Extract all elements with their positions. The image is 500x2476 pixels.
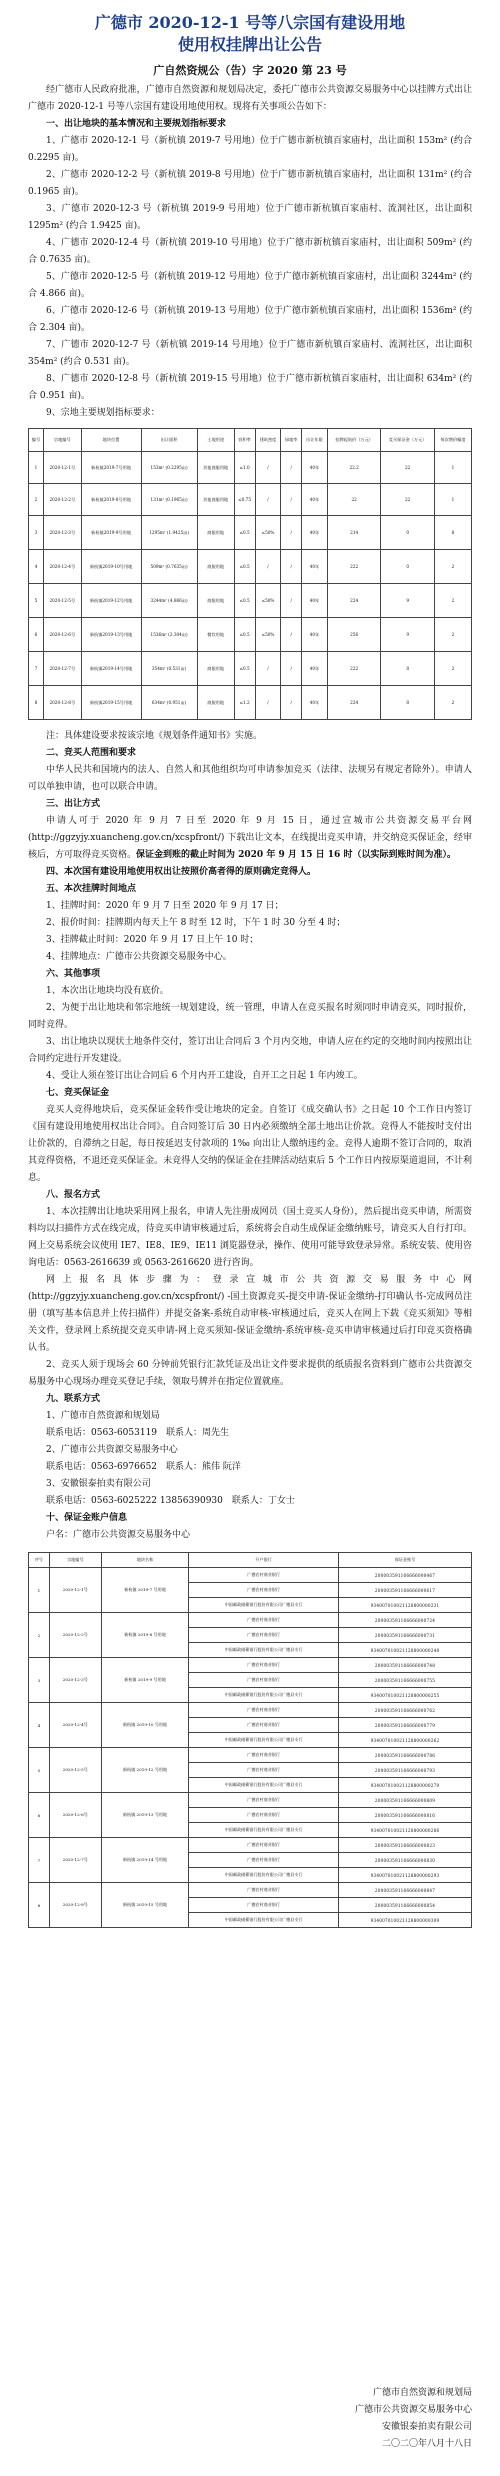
table-cell: / (255, 484, 281, 516)
table-cell: 2 (434, 686, 471, 720)
table-cell: 0 (381, 550, 435, 584)
table-cell: 1 (29, 1568, 50, 1613)
bank-name: 中国邮政储蓄银行股份有限公司广德县支行 (189, 1688, 339, 1703)
schedule-item: 1、挂牌时间：2020 年 9 月 7 日至 2020 年 9 月 17 日； (46, 901, 284, 911)
table-cell: 22 (327, 484, 381, 516)
table-cell: ≤50% (255, 618, 281, 652)
deposit-account-table (28, 1552, 472, 1928)
table-cell: 新杭镇 2019-10 号用地 (101, 1703, 188, 1748)
title-line-2: 使用权挂牌出让公告 (177, 35, 322, 54)
schedule-item: 4、挂牌地点：广德市公共资源交易服务中心。 (46, 952, 232, 962)
table-cell: 5 (29, 584, 44, 618)
table-cell: 商服用地 (197, 516, 234, 550)
account-number: 200003591166666000617 (338, 1583, 471, 1598)
bank-name: 广德农村商业银行 (189, 1568, 339, 1583)
account-number: 934007010021128800000255 (338, 1688, 471, 1703)
table-cell: 40年 (301, 484, 327, 516)
contact-list (28, 1408, 472, 1510)
column-header: 绿地率 (281, 429, 301, 452)
table-cell: 新杭镇2019-13号用地 (81, 618, 141, 652)
table-cell: 新杭镇 2019-8 号用地 (101, 1613, 188, 1658)
table-cell: 131m² (0.1965亩) (141, 484, 197, 516)
bank-name: 广德农村商业银行 (189, 1748, 339, 1763)
signoff-block (252, 2385, 472, 2453)
other-matter-item: 2、为便于出让地块和邻宗地统一规划建设，统一管理，申请人在竞买报名时须同时申请竞买，同时报价，同时竞得。 (28, 1003, 472, 1030)
planning-indicators-table (28, 428, 472, 720)
schedule-item: 2、报价时间：挂牌期内每天上午 8 时至 12 时，下午 1 时 30 分至 4 时； (46, 918, 346, 928)
table-cell: ≤0.75 (234, 484, 255, 516)
section-2-heading: 二、竞买人范围和要求 (46, 748, 137, 758)
table-cell: 1 (29, 452, 44, 484)
table-cell: 3 (29, 1658, 50, 1703)
account-number: 934007010021128800000231 (338, 1598, 471, 1613)
issuer-3: 安徽银泰拍卖有限公司 (381, 2422, 472, 2432)
issuer-2: 广德市公共资源交易服务中心 (354, 2405, 472, 2415)
table-cell: 2020-12-4号 (43, 550, 81, 584)
table-row (29, 1658, 472, 1673)
column-header: 每次增价幅度 (434, 429, 471, 452)
table-cell: 224 (327, 584, 381, 618)
column-header: 容积率 (234, 429, 255, 452)
table-cell: 新杭镇 2019-12 号用地 (101, 1748, 188, 1793)
table-cell: 40年 (301, 652, 327, 686)
table-cell: 256 (327, 618, 381, 652)
table-cell: 2 (434, 584, 471, 618)
section-3-heading: 三、出让方式 (46, 799, 101, 809)
table-cell: 新杭镇2019-12号用地 (81, 584, 141, 618)
bank-name: 广德农村商业银行 (189, 1583, 339, 1598)
column-header: 宗地编号 (43, 429, 81, 452)
table-cell: 2020-12-7号 (49, 1838, 101, 1883)
account-number: 200003591166666000793 (338, 1763, 471, 1778)
table-cell: 2020-12-3号 (49, 1658, 101, 1703)
section-1-item: 2、广德市 2020-12-2 号（新杭镇 2019-8 号用地）位于广德市新杭镇百家庙村，出让面积 131m² (约合 0.1965 亩)。 (28, 170, 472, 197)
table-cell: 6 (29, 618, 44, 652)
table-cell: 2020-12-1号 (49, 1568, 101, 1613)
section-2-text: 中华人民共和国境内的法人、自然人和其他组织均可申请参加竞买（法律、法规另有规定者除外）。申请人可以单独申请，也可以联合申请。 (28, 765, 472, 792)
table-cell: 40年 (301, 550, 327, 584)
issuer-1: 广德市自然资源和规划局 (372, 2388, 472, 2398)
table-cell: 4 (29, 550, 44, 584)
table-cell: 新杭镇 2019-13 号用地 (101, 1793, 188, 1838)
table-cell: 222 (327, 550, 381, 584)
table-cell: 1295m² (1.9425亩) (141, 516, 197, 550)
bank-name: 广德农村商业银行 (189, 1658, 339, 1673)
section-6-items (28, 983, 472, 1085)
table-cell: 2 (434, 550, 471, 584)
table-cell: 2020-12-5号 (49, 1748, 101, 1793)
table-cell: 22 (381, 452, 435, 484)
bank-name: 中国邮政储蓄银行股份有限公司广德县支行 (189, 1868, 339, 1883)
title-line-1: 广德市 2020-12-1 号等八宗国有建设用地 (94, 13, 406, 32)
table-note: 注：具体建设要求按该宗地《规划条件通知书》实施。 (46, 731, 263, 741)
table-cell: ≤1.2 (234, 686, 255, 720)
table-cell: 8 (381, 652, 435, 686)
table-cell: 其他商服用地 (197, 484, 234, 516)
table-cell: 2020-12-1号 (43, 452, 81, 484)
account-number: 934007010021128800000262 (338, 1733, 471, 1748)
section-1-item: 4、广德市 2020-12-4 号（新杭镇 2019-10 号用地）位于广德市新杭镇百家庙村，出让面积 509m² (约合 0.7635 亩)。 (28, 238, 472, 265)
table-cell: 224 (327, 686, 381, 720)
table-cell: 2020-12-6号 (43, 618, 81, 652)
table-cell: 餐饮用地 (197, 618, 234, 652)
column-header: 出让面积 (141, 429, 197, 452)
table-row (29, 516, 472, 550)
table-row (29, 686, 472, 720)
bank-name: 中国邮政储蓄银行股份有限公司广德县支行 (189, 1598, 339, 1613)
contact-line: 1、广德市自然资源和规划局 (46, 1411, 160, 1421)
column-header: 挂牌起始价（万元） (327, 429, 381, 452)
table-cell: 新杭镇 2019-9 号用地 (101, 1658, 188, 1703)
account-number: 200003591166666000467 (338, 1568, 471, 1583)
table-row (29, 1883, 472, 1898)
table-cell: / (281, 584, 301, 618)
account-number: 200003591166666000854 (338, 1898, 471, 1913)
bank-name: 中国邮政储蓄银行股份有限公司广德县支行 (189, 1733, 339, 1748)
table-row (29, 652, 472, 686)
table-cell: 7 (29, 1838, 50, 1883)
section-3-text (28, 813, 472, 864)
table-cell: 2020-12-8号 (43, 686, 81, 720)
table-cell: 222 (327, 652, 381, 686)
table-row (29, 1838, 472, 1853)
table-cell: 354m² (0.531亩) (141, 652, 197, 686)
table-cell: 1 (434, 484, 471, 516)
table-cell: / (281, 516, 301, 550)
table-row (29, 484, 472, 516)
table-cell: / (281, 652, 301, 686)
contact-line: 联系电话：0563-6976652 联系人：熊伟 阮洋 (46, 1462, 241, 1472)
table-cell: ≤50% (255, 516, 281, 550)
table-header-row (29, 429, 472, 452)
account-number: 200003591166666000847 (338, 1883, 471, 1898)
contact-line: 联系电话：0563-6025222 13856390930 联系人：丁女士 (46, 1496, 295, 1506)
table-cell: 商服用地 (197, 652, 234, 686)
table-cell: 新杭镇2019-7号用地 (81, 452, 141, 484)
announcement-title (28, 12, 472, 56)
column-header: 竞买保证金（万元） (381, 429, 435, 452)
bank-name: 广德农村商业银行 (189, 1883, 339, 1898)
section-8-text-1: 1、本次挂牌出让地块采用网上报名，申请人先注册成网员（国土竞买人身份），然后提出竞买申请，所需资料均以扫描件方式在线完成，待竞买申请审核通过后，系统将会自动生成保证金缴纳账号，请竞买人自行打印。网上交易系统会议使用 IE7、IE8、IE9、IE11 浏览器登录，操作、使用可能导致登录异常。系统安装、使用咨询电话：0563-2616639 或 0563-2616620 进行咨询。 (28, 1207, 472, 1268)
section-10-heading: 十、保证金账户信息 (46, 1513, 128, 1523)
table-cell: ≤0.5 (234, 516, 255, 550)
account-number: 934007010021128800000309 (338, 1913, 471, 1928)
table-cell: 8 (29, 1883, 50, 1928)
table-cell: ≤1.0 (234, 452, 255, 484)
account-number: 934007010021128800000286 (338, 1823, 471, 1838)
table-cell: 7 (29, 652, 44, 686)
table-cell: 1 (434, 452, 471, 484)
section-1-item: 7、广德市 2020-12-7 号（新杭镇 2019-14 号用地）位于广德市新杭镇百家庙村、流洞社区，出让面积 354m² (约合 0.531 亩)。 (28, 340, 472, 367)
table-cell: 新杭镇 2019-15 号用地 (101, 1883, 188, 1928)
bank-name: 广德农村商业银行 (189, 1703, 339, 1718)
section-1-item: 1、广德市 2020-12-1 号（新杭镇 2019-7 号用地）位于广德市新杭镇百家庙村，出让面积 153m² (约合 0.2295 亩)。 (28, 136, 472, 163)
table-cell: 22.2 (327, 452, 381, 484)
column-header: 开户银行 (189, 1553, 339, 1568)
table-cell: 新杭镇 2019-7 号用地 (101, 1568, 188, 1613)
table-cell: 3 (29, 516, 44, 550)
table-cell: 9 (381, 584, 435, 618)
table-cell: 新杭镇2019-15号用地 (81, 686, 141, 720)
bank-name: 中国邮政储蓄银行股份有限公司广德县支行 (189, 1823, 339, 1838)
table-cell: 4 (29, 1703, 50, 1748)
table-cell: 3244m² (4.866亩) (141, 584, 197, 618)
section-7-text: 竞买人竞得地块后，竞买保证金转作受让地块的定金。自签订《成交确认书》之日起 10 个工作日内签订《国有建设用地使用权出让合同》。自合同签订后 30 日内必须缴纳全部土地出让价款。竞得人不能按时支付出让价款的，自滞纳之日起，每日按延迟支付款项的 1‰ 向出让人缴纳违约金。竞得人逾期不签订合同的，取消其竞得资格，不退还竞买保证金。未竞得人交纳的保证金在挂牌活动结束后 5 个工作日内按原渠道退回，不计利息。 (28, 1105, 472, 1183)
table-cell: 40年 (301, 584, 327, 618)
issue-date: 二〇二〇年八月十八日 (381, 2439, 472, 2449)
table-cell: / (281, 550, 301, 584)
account-number: 934007010021128800000248 (338, 1643, 471, 1658)
section-1-item: 9、宗地主要规划指标要求： (46, 408, 160, 418)
payee-name: 户名：广德市公共资源交易服务中心 (46, 1530, 191, 1540)
table-cell: 2 (434, 652, 471, 686)
table-cell: ≤0.5 (234, 584, 255, 618)
bank-name: 广德农村商业银行 (189, 1628, 339, 1643)
table-cell: 2 (29, 1613, 50, 1658)
section-9-heading: 九、联系方式 (46, 1394, 101, 1404)
account-number: 200003591166666000816 (338, 1808, 471, 1823)
other-matter-item: 1、本次出让地块均没有底价。 (46, 986, 169, 996)
table-cell: 40年 (301, 452, 327, 484)
bank-name: 中国邮政储蓄银行股份有限公司广德县支行 (189, 1778, 339, 1793)
table-cell: 新杭镇 2019-14 号用地 (101, 1838, 188, 1883)
announcement-page (28, 12, 472, 1928)
bank-name: 广德农村商业银行 (189, 1838, 339, 1853)
table-cell: 新杭镇2019-14号用地 (81, 652, 141, 686)
other-matter-item: 3、出让地块以现状土地条件交付，签订出让合同后 3 个月内交地，申请人应在约定的交地时间内按照出让合同约定进行开发建设。 (28, 1037, 472, 1064)
column-header: 地块位置 (81, 429, 141, 452)
table-cell: 6 (29, 1793, 50, 1838)
intro-paragraph: 经广德市人民政府批准，广德市自然资源和规划局决定，委托广德市公共资源交易服务中心以挂牌方式出让广德市 2020-12-1 号等八宗国有建设用地使用权。现将有关事项公告如下： (28, 85, 472, 112)
table-cell: / (255, 550, 281, 584)
section-1-item: 8、广德市 2020-12-8 号（新杭镇 2019-15 号用地）位于广德市新杭镇百家庙村，出让面积 634m² (约合 0.951 亩)。 (28, 374, 472, 401)
table-cell: 40年 (301, 516, 327, 550)
table-row (29, 1703, 472, 1718)
contact-line: 2、广德市公共资源交易服务中心 (46, 1445, 178, 1455)
table-row (29, 1748, 472, 1763)
account-number: 200003591166666000830 (338, 1853, 471, 1868)
section-5-heading: 五、本次挂牌时间地点 (46, 884, 137, 894)
table-cell: / (281, 484, 301, 516)
table-row (29, 1613, 472, 1628)
account-number: 200003591166666000731 (338, 1628, 471, 1643)
table-cell: 新杭镇2019-9号用地 (81, 516, 141, 550)
column-header: 宗地编号 (49, 1553, 101, 1568)
section-1-item: 5、广德市 2020-12-5 号（新杭镇 2019-12 号用地）位于广德市新杭镇百家庙村，出让面积 3244m² (约合 4.866 亩)。 (28, 272, 472, 299)
table-row (29, 1793, 472, 1808)
section-7-heading: 七、竞买保证金 (46, 1088, 110, 1098)
bank-name: 广德农村商业银行 (189, 1898, 339, 1913)
bank-name: 中国邮政储蓄银行股份有限公司广德县支行 (189, 1643, 339, 1658)
table-cell: 2020-12-7号 (43, 652, 81, 686)
column-header: 编号 (29, 429, 44, 452)
table-cell: 2 (29, 484, 44, 516)
table-row (29, 584, 472, 618)
table-cell: 0 (381, 516, 435, 550)
table-cell: 40年 (301, 618, 327, 652)
table-cell: 2020-12-2号 (43, 484, 81, 516)
bank-name: 广德农村商业银行 (189, 1613, 339, 1628)
section-1-item: 3、广德市 2020-12-3 号（新杭镇 2019-9 号用地）位于广德市新杭镇百家庙村、流洞社区，出让面积 1295m² (约合 1.9425 亩)。 (28, 204, 472, 231)
table-cell: 5 (29, 1748, 50, 1793)
section-1-item: 6、广德市 2020-12-6 号（新杭镇 2019-13 号用地）位于广德市新杭镇百家庙村，出让面积 1536m² (约合 2.304 亩)。 (28, 306, 472, 333)
table-cell: / (255, 652, 281, 686)
table-header-row (29, 1553, 472, 1568)
table-row (29, 1568, 472, 1583)
table-row (29, 452, 472, 484)
section-4-heading: 四、本次国有建设用地使用权出让按照价高者得的原则确定竞得人。 (46, 867, 317, 877)
table-cell: ≤0.5 (234, 652, 255, 686)
table-cell: 8 (29, 686, 44, 720)
table-cell: 214 (327, 516, 381, 550)
table-cell: ≤0.5 (234, 550, 255, 584)
table-cell: 40年 (301, 686, 327, 720)
account-number: 200003591166666000748 (338, 1658, 471, 1673)
column-header: 出让年限 (301, 429, 327, 452)
table-cell: 509m² (0.7635亩) (141, 550, 197, 584)
schedule-item: 3、挂牌截止时间：2020 年 9 月 17 日上午 10 时； (46, 935, 259, 945)
section-3-text-part-1: 申请人可于 2020 年 9 月 7 日至 2020 年 9 月 15 日，通过宣城市公共资源交易平台网 (http://ggzyjy.xuancheng.gov.cn/xcspfront/) 下载出让文本，在线提出竞买申请，并交纳竞买保证金，经审核后，方可取得竞买资格。 (28, 816, 472, 860)
account-number: 200003591166666000724 (338, 1613, 471, 1628)
account-number: 934007010021128800000279 (338, 1778, 471, 1793)
bank-name: 广德农村商业银行 (189, 1763, 339, 1778)
account-number: 200003591166666000762 (338, 1703, 471, 1718)
table-cell: 2020-12-6号 (49, 1793, 101, 1838)
section-1-heading: 一、出让地块的基本情况和主要规划指标要求 (46, 119, 227, 129)
table-cell: 其他商服用地 (197, 452, 234, 484)
contact-line: 3、安徽银泰拍卖有限公司 (46, 1479, 151, 1489)
table-cell: / (255, 452, 281, 484)
table-cell: 22 (381, 484, 435, 516)
column-header: 序号 (29, 1553, 50, 1568)
account-number: 200003591166666000823 (338, 1838, 471, 1853)
contact-line: 联系电话：0563-6053119 联系人：周先生 (46, 1428, 230, 1438)
table-cell: 8 (434, 516, 471, 550)
bank-name: 广德农村商业银行 (189, 1808, 339, 1823)
account-number: 934007010021128800000293 (338, 1868, 471, 1883)
table-cell: 153m² (0.2295亩) (141, 452, 197, 484)
bank-name: 广德农村商业银行 (189, 1673, 339, 1688)
section-8-text-2: 网上报名具体步骤为：登录宣城市公共资源交易服务中心网 (http://ggzyjy.xuancheng.gov.cn/xcspfront/) -国土资源竞买-提交申请-保证金缴纳-打印确认书-完成网员注册（填写基本信息并上传扫描件）并提交备案-系统自动审核-审核通过后，竞买人在网上下载《竞买须知》等相关文件，登录网上系统提交竞买申请-网上竞买须知-保证金缴纳-系统审核-竞买申请审核通过后打印竞买资格确认书。 (28, 1275, 472, 1353)
account-number: 200003591166666000786 (338, 1748, 471, 1763)
table-cell: 2 (434, 618, 471, 652)
table-cell: 2020-12-5号 (43, 584, 81, 618)
section-8-heading: 八、报名方式 (46, 1190, 101, 1200)
table-cell: 2020-12-8号 (49, 1883, 101, 1928)
bank-name: 中国邮政储蓄银行股份有限公司广德县支行 (189, 1913, 339, 1928)
table-cell: 634m² (0.951亩) (141, 686, 197, 720)
table-cell: 8 (381, 686, 435, 720)
account-number: 200003591166666000809 (338, 1793, 471, 1808)
table-cell: 2020-12-4号 (49, 1703, 101, 1748)
bank-name: 广德农村商业银行 (189, 1853, 339, 1868)
table-cell: ≤0.5 (234, 618, 255, 652)
table-row (29, 550, 472, 584)
table-cell: / (281, 618, 301, 652)
table-cell: / (255, 686, 281, 720)
bank-name: 广德农村商业银行 (189, 1718, 339, 1733)
account-number: 200003591166666000755 (338, 1673, 471, 1688)
section-6-heading: 六、其他事项 (46, 969, 101, 979)
section-8-text-3: 2、竞买人须于现场会 60 分钟前凭银行汇款凭证及出让文件要求提供的纸质报名资料到广德市公共资源交易服务中心现场办理竞买登记手续，领取号牌并在指定位置就座。 (28, 1360, 472, 1387)
table-cell: 2020-12-3号 (43, 516, 81, 550)
table-cell: 新杭镇2019-8号用地 (81, 484, 141, 516)
column-header: 建筑密度 (255, 429, 281, 452)
table-cell: 商服用地 (197, 686, 234, 720)
table-cell: 1536m² (2.304亩) (141, 618, 197, 652)
section-5-items (28, 898, 472, 966)
column-header: 保证金账号 (338, 1553, 471, 1568)
table-cell: 商服用地 (197, 584, 234, 618)
table-cell: ≤50% (255, 584, 281, 618)
account-number: 200003591166666000779 (338, 1718, 471, 1733)
table-cell: 商服用地 (197, 550, 234, 584)
table-cell: 9 (381, 618, 435, 652)
column-header: 土地用途 (197, 429, 234, 452)
deposit-deadline-text: 保证金到账的截止时间为 2020 年 9 月 15 日 16 时（以实际到账时间为准）。 (136, 850, 456, 860)
document-number: 广自然资规公（告）字 2020 第 23 号 (153, 64, 347, 77)
table-cell: / (281, 452, 301, 484)
other-matter-item: 4、受让人须在签订出让合同后 6 个月内开工建设，自开工之日起 1 年内竣工。 (46, 1071, 363, 1081)
column-header: 地块名称 (101, 1553, 188, 1568)
table-cell: 2020-12-2号 (49, 1613, 101, 1658)
section-1-items (28, 133, 472, 422)
table-cell: / (281, 686, 301, 720)
bank-name: 广德农村商业银行 (189, 1793, 339, 1808)
table-row (29, 618, 472, 652)
table-cell: 新杭镇2019-10号用地 (81, 550, 141, 584)
